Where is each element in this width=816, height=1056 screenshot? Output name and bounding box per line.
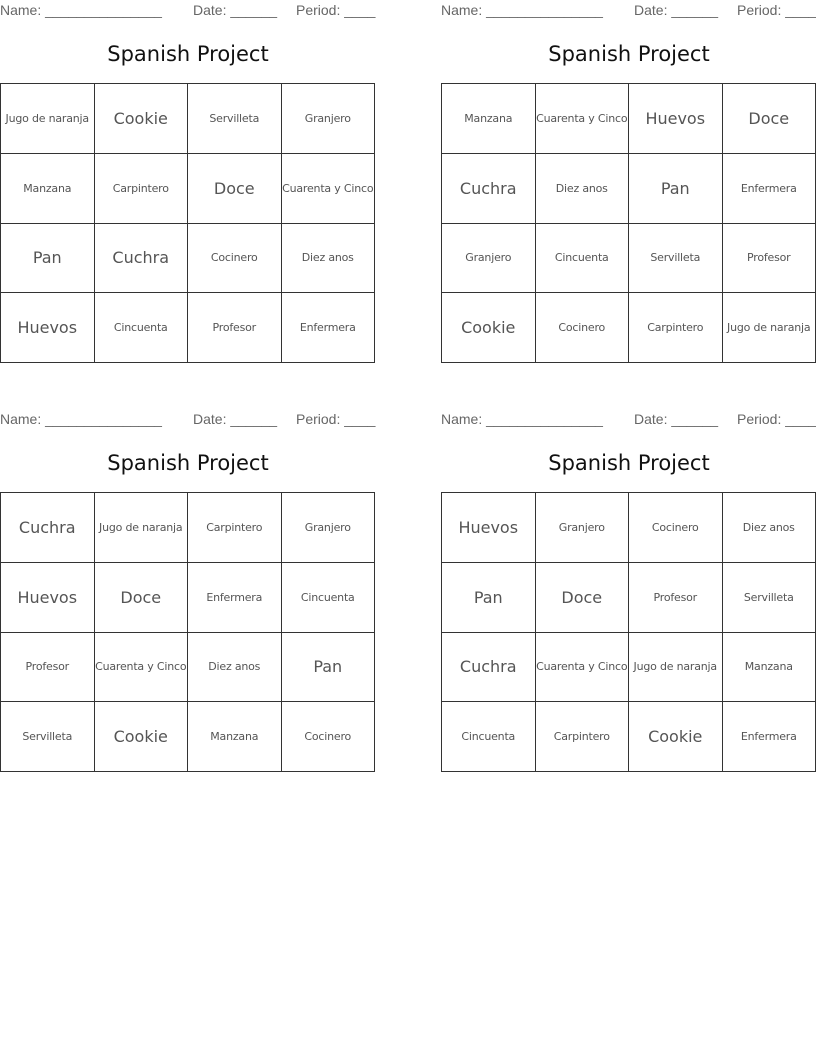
bingo-cell: Diez anos — [723, 493, 816, 563]
bingo-cell: Cookie — [95, 84, 189, 154]
bingo-cell: Cookie — [629, 702, 723, 772]
bingo-cell: Jugo de naranja — [629, 633, 723, 703]
bingo-cell: Granjero — [282, 84, 376, 154]
bingo-cell: Cocinero — [536, 293, 630, 363]
bingo-cell: Cuchra — [442, 633, 536, 703]
bingo-grid — [441, 83, 816, 363]
bingo-cell: Cuarenta y Cinco — [536, 84, 630, 154]
bingo-grid — [0, 83, 375, 363]
period-field-label: Period: ____ — [296, 2, 376, 18]
bingo-grid — [0, 492, 375, 772]
card-title: Spanish Project — [548, 42, 710, 66]
bingo-cell: Pan — [282, 633, 376, 703]
bingo-cell: Jugo de naranja — [723, 293, 816, 363]
card-title: Spanish Project — [107, 42, 269, 66]
bingo-cell: Diez anos — [282, 224, 376, 294]
bingo-cell: Diez anos — [536, 154, 630, 224]
bingo-cell: Cookie — [95, 702, 189, 772]
card-header — [441, 409, 816, 431]
bingo-cell: Enfermera — [723, 154, 816, 224]
bingo-cell: Enfermera — [188, 563, 282, 633]
date-field-label: Date: ______ — [193, 411, 278, 427]
bingo-cell: Manzana — [723, 633, 816, 703]
name-field-label: Name: _______________ — [441, 2, 603, 18]
bingo-cell: Carpintero — [188, 493, 282, 563]
bingo-card-2 — [441, 0, 816, 372]
bingo-cell: Doce — [95, 563, 189, 633]
bingo-cell: Cuarenta y Cinco — [282, 154, 376, 224]
bingo-cell: Carpintero — [629, 293, 723, 363]
bingo-card-3 — [0, 409, 376, 781]
date-field-label: Date: ______ — [634, 2, 719, 18]
name-field-label: Name: _______________ — [0, 411, 162, 427]
bingo-cell: Carpintero — [95, 154, 189, 224]
bingo-cell: Huevos — [442, 493, 536, 563]
card-header — [0, 0, 376, 22]
bingo-cell: Granjero — [536, 493, 630, 563]
bingo-cell: Diez anos — [188, 633, 282, 703]
bingo-cell: Profesor — [723, 224, 816, 294]
bingo-grid — [441, 492, 816, 772]
card-header — [441, 0, 816, 22]
bingo-cell: Cincuenta — [442, 702, 536, 772]
bingo-cell: Enfermera — [282, 293, 376, 363]
bingo-cell: Jugo de naranja — [95, 493, 189, 563]
card-title: Spanish Project — [548, 451, 710, 475]
bingo-cell: Pan — [442, 563, 536, 633]
bingo-cell: Enfermera — [723, 702, 816, 772]
bingo-cell: Doce — [188, 154, 282, 224]
bingo-cell: Manzana — [442, 84, 536, 154]
bingo-cell: Servilleta — [723, 563, 816, 633]
bingo-cell: Doce — [536, 563, 630, 633]
bingo-cell: Servilleta — [188, 84, 282, 154]
date-field-label: Date: ______ — [634, 411, 719, 427]
bingo-cell: Cocinero — [282, 702, 376, 772]
bingo-cell: Cuchra — [442, 154, 536, 224]
date-field-label: Date: ______ — [193, 2, 278, 18]
bingo-cell: Profesor — [629, 563, 723, 633]
bingo-cell: Profesor — [1, 633, 95, 703]
bingo-cell: Granjero — [442, 224, 536, 294]
bingo-cell: Servilleta — [1, 702, 95, 772]
bingo-cell: Cookie — [442, 293, 536, 363]
bingo-card-4 — [441, 409, 816, 781]
bingo-cell: Huevos — [1, 563, 95, 633]
bingo-cell: Jugo de naranja — [1, 84, 95, 154]
bingo-cell: Cuarenta y Cinco — [95, 633, 189, 703]
period-field-label: Period: ____ — [737, 411, 816, 427]
bingo-cell: Manzana — [1, 154, 95, 224]
bingo-cell: Cocinero — [188, 224, 282, 294]
bingo-cell: Cocinero — [629, 493, 723, 563]
bingo-cell: Doce — [723, 84, 816, 154]
bingo-cell: Huevos — [629, 84, 723, 154]
bingo-cell: Servilleta — [629, 224, 723, 294]
bingo-cell: Pan — [629, 154, 723, 224]
bingo-cell: Cuarenta y Cinco — [536, 633, 630, 703]
bingo-cell: Granjero — [282, 493, 376, 563]
card-header — [0, 409, 376, 431]
name-field-label: Name: _______________ — [0, 2, 162, 18]
bingo-cell: Cuchra — [95, 224, 189, 294]
bingo-cell: Profesor — [188, 293, 282, 363]
bingo-cell: Manzana — [188, 702, 282, 772]
name-field-label: Name: _______________ — [441, 411, 603, 427]
bingo-cell: Pan — [1, 224, 95, 294]
bingo-cell: Huevos — [1, 293, 95, 363]
period-field-label: Period: ____ — [737, 2, 816, 18]
bingo-cell: Cincuenta — [536, 224, 630, 294]
period-field-label: Period: ____ — [296, 411, 376, 427]
bingo-cell: Cincuenta — [282, 563, 376, 633]
bingo-cell: Cincuenta — [95, 293, 189, 363]
bingo-cell: Cuchra — [1, 493, 95, 563]
bingo-card-1 — [0, 0, 376, 372]
bingo-cell: Carpintero — [536, 702, 630, 772]
card-title: Spanish Project — [107, 451, 269, 475]
